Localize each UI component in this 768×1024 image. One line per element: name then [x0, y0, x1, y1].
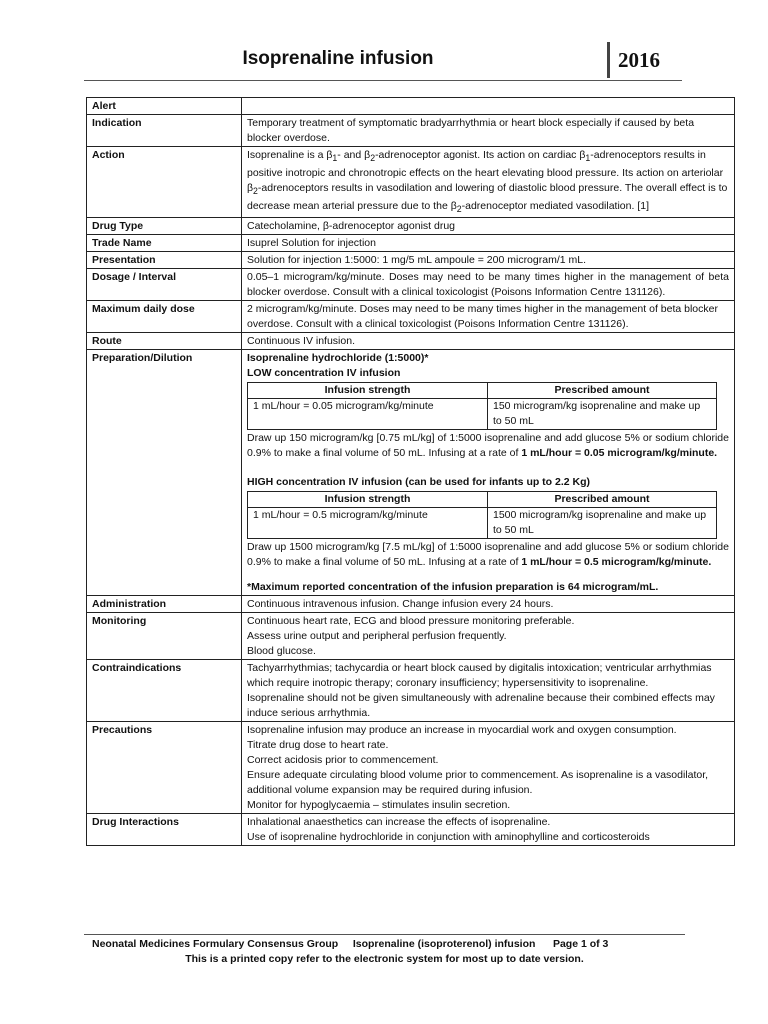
- row-value: Temporary treatment of symptomatic bradyarrhythmia or heart block especially if caused by beta blocker overdose.: [242, 115, 735, 147]
- low-instructions-text: Draw up 150 microgram/kg [0.75 mL/kg] of 1:5000 isoprenaline and add glucose 5% or sodium chloride 0.9% to make a final volume of 50 mL. Infusing at a rate of: [247, 432, 729, 460]
- col-prescribed-amount: Prescribed amount: [488, 383, 717, 399]
- high-instructions-text: Draw up 1500 microgram/kg [7.5 mL/kg] of 1:5000 isoprenaline and add glucose 5% or sodium chloride 0.9% to make a final volume of 50 mL. Infusing at a rate of: [247, 541, 729, 569]
- low-rate-bold: 1 mL/hour = 0.05 microgram/kg/minute.: [521, 447, 718, 460]
- row-label: Monitoring: [87, 613, 242, 660]
- row-value: Solution for injection 1:5000: 1 mg/5 mL ampoule = 200 microgram/1 mL.: [242, 252, 735, 269]
- list-item: Continuous heart rate, ECG and blood pressure monitoring preferable.: [247, 615, 575, 628]
- list-item: Use of isoprenaline hydrochloride in conjunction with aminophylline and corticosteroids: [247, 831, 650, 844]
- row-label: Maximum daily dose: [87, 301, 242, 333]
- row-label: Dosage / Interval: [87, 269, 242, 301]
- document-title: Isoprenaline infusion: [242, 48, 434, 69]
- footer-group: Neonatal Medicines Formulary Consensus Group: [92, 938, 339, 950]
- row-value: [242, 613, 735, 660]
- row-alert: [87, 98, 735, 115]
- list-item: Inhalational anaesthetics can increase the effects of isoprenaline.: [247, 816, 551, 829]
- row-drug-interactions: [87, 814, 735, 846]
- row-value: Isuprel Solution for injection: [242, 235, 735, 252]
- row-label: Precautions: [87, 722, 242, 814]
- row-value: 0.05–1 microgram/kg/minute. Doses may need to be many times higher in the management of beta blocker overdose. Consult with a clinical toxicologist (Poisons Information Centre 131126).: [242, 269, 735, 301]
- row-label: Administration: [87, 596, 242, 613]
- low-concentration-heading: LOW concentration IV infusion: [247, 367, 401, 380]
- infusion-strength-cell: 1 mL/hour = 0.5 microgram/kg/minute: [248, 508, 488, 539]
- action-text: -adrenoceptor mediated vasodilation. [1]: [461, 200, 649, 213]
- action-text: -adrenoceptor agonist. Its action on cardiac β: [375, 149, 586, 161]
- drug-monograph-table: [86, 97, 735, 846]
- row-dosage: [87, 269, 735, 301]
- low-instructions: [247, 431, 729, 461]
- row-value: [242, 350, 735, 596]
- list-item: Isoprenaline infusion may produce an increase in myocardial work and oxygen consumption.: [247, 724, 677, 737]
- row-label: Trade Name: [87, 235, 242, 252]
- col-infusion-strength: Infusion strength: [248, 383, 488, 399]
- table-row: [248, 508, 717, 539]
- list-item: Monitor for hypoglycaemia – stimulates insulin secretion.: [247, 799, 511, 812]
- low-infusion-table: [247, 382, 717, 430]
- footer-line: [84, 938, 685, 950]
- row-value: 2 microgram/kg/minute. Doses may need to be many times higher in the management of beta blocker overdose. Consult with a clinical toxicologist (Poisons Information Centre 131126).: [242, 301, 735, 333]
- list-item: Assess urine output and peripheral perfusion frequently.: [247, 630, 507, 643]
- list-item: Correct acidosis prior to commencement.: [247, 754, 439, 767]
- row-label: Preparation/Dilution: [87, 350, 242, 596]
- action-text: - and β: [337, 149, 371, 161]
- subscript: 2: [370, 153, 376, 164]
- row-label: Contraindications: [87, 660, 242, 722]
- table-header-row: [248, 492, 717, 508]
- row-value: [242, 147, 735, 218]
- row-preparation: [87, 350, 735, 596]
- row-drug-type: [87, 218, 735, 235]
- high-rate-bold: 1 mL/hour = 0.5 microgram/kg/minute.: [521, 556, 712, 569]
- row-label: Alert: [87, 98, 242, 115]
- spacer: [247, 570, 729, 580]
- high-instructions: [247, 540, 729, 570]
- footer-notice: This is a printed copy refer to the electronic system for most up to date version.: [185, 953, 584, 965]
- subscript: 2: [253, 186, 258, 197]
- preparation-heading: Isoprenaline hydrochloride (1:5000)*: [247, 352, 429, 365]
- max-concentration-note: *Maximum reported concentration of the infusion preparation is 64 microgram/mL.: [247, 581, 659, 594]
- row-value: [242, 722, 735, 814]
- table-header-row: [248, 383, 717, 399]
- action-text: -adrenoceptors results in vasodilation and lowering of diastolic blood pressure. The overall effect is to decrease mean arterial pressure due to the β: [247, 182, 728, 213]
- page-footer: [84, 934, 685, 965]
- row-contraindications: [87, 660, 735, 722]
- prescribed-amount-cell: 1500 microgram/kg isoprenaline and make up to 50 mL: [488, 508, 717, 539]
- infusion-strength-cell: 1 mL/hour = 0.05 microgram/kg/minute: [248, 399, 488, 430]
- row-value: [242, 660, 735, 722]
- header-divider: [607, 42, 610, 78]
- row-label: Drug Interactions: [87, 814, 242, 846]
- high-concentration-heading: HIGH concentration IV infusion (can be used for infants up to 2.2 Kg): [247, 476, 591, 489]
- row-label: Presentation: [87, 252, 242, 269]
- row-route: [87, 333, 735, 350]
- document-year: 2016: [618, 48, 660, 72]
- row-value: Continuous IV infusion.: [242, 333, 735, 350]
- list-item: Blood glucose.: [247, 645, 316, 658]
- row-action: [87, 147, 735, 218]
- action-text: Isoprenaline is a β: [247, 149, 333, 161]
- row-trade-name: [87, 235, 735, 252]
- prescribed-amount-cell: 150 microgram/kg isoprenaline and make up to 50 mL: [488, 399, 717, 430]
- subscript: 1: [332, 153, 338, 164]
- table-row: [248, 399, 717, 430]
- row-label: Action: [87, 147, 242, 218]
- row-value: Catecholamine, β-adrenoceptor agonist drug: [242, 218, 735, 235]
- row-administration: [87, 596, 735, 613]
- row-value: [242, 814, 735, 846]
- list-item: Tachyarrhythmias; tachycardia or heart block caused by digitalis intoxication; ventricular arrhythmias which require inotropic therapy; coronary insufficiency; hypersensitivity to isoprenaline.: [247, 662, 712, 690]
- list-item: Ensure adequate circulating blood volume prior to commencement. As isoprenaline is a vasodilator, additional volume expansion may be required during infusion.: [247, 769, 709, 797]
- row-precautions: [87, 722, 735, 814]
- subscript: 1: [585, 153, 591, 164]
- row-label: Indication: [87, 115, 242, 147]
- row-presentation: [87, 252, 735, 269]
- col-infusion-strength: Infusion strength: [248, 492, 488, 508]
- row-value: Continuous intravenous infusion. Change infusion every 24 hours.: [242, 596, 735, 613]
- row-label: Drug Type: [87, 218, 242, 235]
- row-value: [242, 98, 735, 115]
- subscript: 2: [456, 204, 462, 215]
- row-monitoring: [87, 613, 735, 660]
- action-text: -adrenoceptors results in positive inotropic and chronotropic effects on the heart elevating blood pressure. Its action on arteriolar β: [247, 149, 724, 195]
- high-infusion-table: [247, 491, 717, 539]
- footer-page-number: Page 1 of 3: [552, 938, 609, 950]
- row-label: Route: [87, 333, 242, 350]
- list-item: Isoprenaline should not be given simultaneously with adrenaline because their combined effects may induce serious arrhythmia.: [247, 692, 715, 720]
- footer-document: Isoprenaline (isoproterenol) infusion: [352, 938, 536, 950]
- list-item: Titrate drug dose to heart rate.: [247, 739, 389, 752]
- spacer: [247, 461, 729, 475]
- row-indication: [87, 115, 735, 147]
- row-max-dose: [87, 301, 735, 333]
- col-prescribed-amount: Prescribed amount: [488, 492, 717, 508]
- document-header: [84, 42, 682, 81]
